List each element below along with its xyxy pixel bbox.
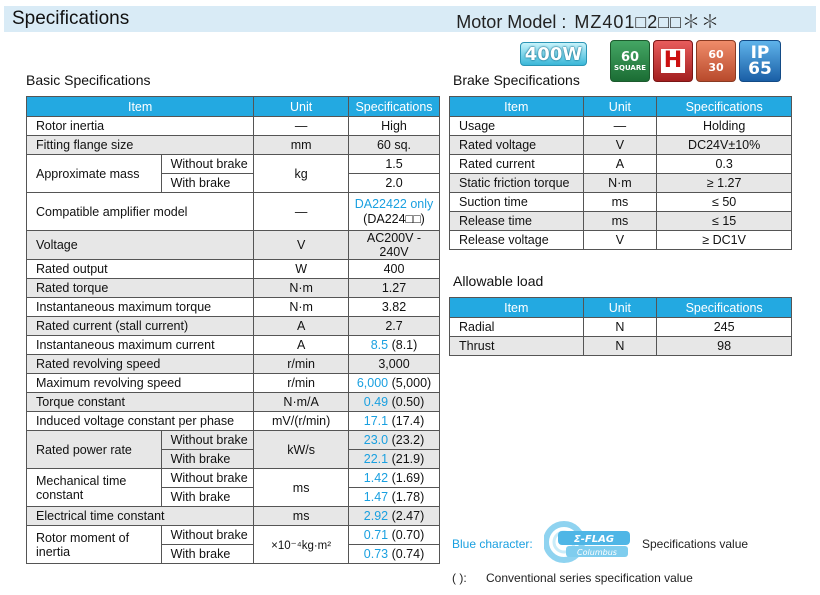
row-value: 2.7 [349, 317, 440, 336]
value-conventional: (5,000) [391, 376, 432, 390]
row-item: Suction time [450, 193, 584, 212]
row-unit: r/min [254, 355, 349, 374]
value-blue: 1.47 [363, 490, 389, 504]
row-value: ≤ 50 [657, 193, 792, 212]
legend [452, 521, 812, 591]
row-item: Thrust [450, 337, 584, 356]
row-value [349, 526, 440, 545]
row-unit: A [254, 317, 349, 336]
motor-model-label: Motor Model : [456, 12, 567, 32]
row-unit: — [254, 193, 349, 231]
row-value [349, 193, 440, 231]
row-value: 1.27 [349, 279, 440, 298]
table-row [27, 279, 440, 298]
row-unit: r/min [254, 374, 349, 393]
table-row [27, 231, 440, 260]
brake-spec-title: Brake Specifications [453, 72, 580, 88]
value-conventional: (1.78) [391, 490, 425, 504]
ip-badge-bottom: 65 [748, 59, 772, 79]
row-unit: kW/s [254, 431, 349, 469]
row-value: 98 [657, 337, 792, 356]
table-row [450, 337, 792, 356]
row-item: Rated current (stall current) [27, 317, 254, 336]
row-subitem: Without brake [161, 526, 254, 545]
table-row [27, 355, 440, 374]
row-unit: ms [254, 469, 349, 507]
speed-badge-bottom: 30 [708, 61, 724, 74]
row-item: Usage [450, 117, 584, 136]
table-row [27, 393, 440, 412]
value-blue: 6,000 [356, 376, 389, 390]
row-value: 3,000 [349, 355, 440, 374]
row-subitem: With brake [161, 488, 254, 507]
load-header-spec: Specifications [657, 298, 792, 318]
table-row [27, 155, 440, 174]
motor-model [456, 8, 720, 34]
row-item: Rated power rate [27, 431, 162, 469]
flange-badge [610, 40, 650, 82]
table-row [450, 155, 792, 174]
row-value [349, 469, 440, 488]
power-badge: 400W [520, 42, 587, 66]
basic-header-item: Item [27, 97, 254, 117]
row-value [349, 507, 440, 526]
row-value [349, 393, 440, 412]
row-unit: ×10⁻⁴kg·m² [254, 526, 349, 564]
legend-blue-label: Blue character: [452, 537, 533, 551]
row-value: 2.0 [349, 174, 440, 193]
row-subitem: With brake [161, 545, 254, 564]
row-unit: N [583, 337, 657, 356]
motor-model-value: MZ401□2□□＊＊ [574, 12, 720, 32]
value-blue: 2.92 [363, 509, 389, 523]
row-item: Rated current [450, 155, 584, 174]
row-item: Radial [450, 318, 584, 337]
row-item: Rated output [27, 260, 254, 279]
row-value: 60 sq. [349, 136, 440, 155]
value-conventional: (8.1) [391, 338, 418, 352]
row-item: Rotor moment of inertia [27, 526, 162, 564]
row-subitem: With brake [161, 450, 254, 469]
row-item: Electrical time constant [27, 507, 254, 526]
value-conventional: (2.47) [391, 509, 425, 523]
row-unit: mm [254, 136, 349, 155]
row-item: Rotor inertia [27, 117, 254, 136]
table-row [27, 336, 440, 355]
table-row [450, 117, 792, 136]
legend-conventional: Conventional series specification value [486, 571, 693, 585]
value-conventional: (0.50) [391, 395, 425, 409]
row-item: Voltage [27, 231, 254, 260]
page-header [4, 6, 816, 32]
row-value [349, 336, 440, 355]
row-item: Release time [450, 212, 584, 231]
flange-badge-size: 60 [620, 49, 640, 65]
value-blue: 22.1 [363, 452, 389, 466]
row-unit: — [254, 117, 349, 136]
value-blue: 1.42 [363, 471, 389, 485]
brake-badge [653, 40, 693, 82]
table-row [27, 526, 440, 545]
row-value: AC200V - 240V [349, 231, 440, 260]
amp-model-value: DA22422 only [354, 196, 434, 211]
basic-spec-title: Basic Specifications [26, 72, 151, 88]
value-conventional: (21.9) [391, 452, 425, 466]
row-subitem: Without brake [161, 431, 254, 450]
row-item: Compatible amplifier model [27, 193, 254, 231]
row-subitem: Without brake [161, 155, 254, 174]
row-unit: A [583, 155, 657, 174]
allowable-load-title: Allowable load [453, 273, 544, 289]
logo-text-bottom: Columbus [577, 548, 617, 557]
table-row [27, 136, 440, 155]
row-value [349, 431, 440, 450]
legend-spec-value: Specifications value [642, 537, 749, 551]
value-blue: 0.71 [363, 528, 389, 542]
row-value: ≥ 1.27 [657, 174, 792, 193]
row-unit: V [254, 231, 349, 260]
basic-header-unit: Unit [254, 97, 349, 117]
value-blue: 0.73 [363, 547, 389, 561]
row-value: High [349, 117, 440, 136]
page-title: Specifications [12, 8, 130, 29]
table-row [450, 193, 792, 212]
row-item: Torque constant [27, 393, 254, 412]
row-unit: N·m [583, 174, 657, 193]
basic-spec-table [26, 96, 440, 564]
ip-badge [739, 40, 781, 82]
table-row [27, 298, 440, 317]
row-unit: ms [583, 212, 657, 231]
table-row [450, 231, 792, 250]
speed-badge [696, 40, 736, 82]
value-conventional: (1.69) [391, 471, 425, 485]
row-value: DC24V±10% [657, 136, 792, 155]
row-unit: N·m [254, 279, 349, 298]
brake-spec-table [449, 96, 792, 250]
sigma-flag-logo [544, 521, 632, 563]
load-header-item: Item [450, 298, 584, 318]
row-value: 1.5 [349, 155, 440, 174]
brake-header-spec: Specifications [657, 97, 792, 117]
row-value [349, 450, 440, 469]
row-item: Rated revolving speed [27, 355, 254, 374]
row-unit: — [583, 117, 657, 136]
row-unit: ms [254, 507, 349, 526]
value-conventional: (17.4) [391, 414, 425, 428]
row-item: Maximum revolving speed [27, 374, 254, 393]
row-unit: N·m/A [254, 393, 349, 412]
value-blue: 8.5 [370, 338, 389, 352]
row-unit: N [583, 318, 657, 337]
value-conventional: (0.74) [391, 547, 425, 561]
row-subitem: Without brake [161, 469, 254, 488]
row-item: Instantaneous maximum torque [27, 298, 254, 317]
table-row [27, 193, 440, 231]
logo-text-top: Σ-FLAG [573, 534, 615, 545]
table-row [450, 136, 792, 155]
row-item: Release voltage [450, 231, 584, 250]
table-row [450, 318, 792, 337]
table-row [27, 412, 440, 431]
row-item: Fitting flange size [27, 136, 254, 155]
row-unit: V [583, 231, 657, 250]
table-row [27, 507, 440, 526]
table-row [450, 212, 792, 231]
speed-badge-top: 60 [708, 48, 724, 61]
row-unit: V [583, 136, 657, 155]
row-unit: A [254, 336, 349, 355]
value-conventional: (23.2) [391, 433, 425, 447]
row-value: 3.82 [349, 298, 440, 317]
row-value [349, 374, 440, 393]
legend-paren: ( ): [452, 571, 467, 585]
table-row [27, 469, 440, 488]
table-row [27, 431, 440, 450]
allowable-load-table [449, 297, 792, 356]
row-item: Instantaneous maximum current [27, 336, 254, 355]
row-value: 245 [657, 318, 792, 337]
row-item: Rated voltage [450, 136, 584, 155]
amp-model-conventional: (DA224□□) [363, 211, 425, 226]
table-row [27, 317, 440, 336]
ip-badge-top: IP [750, 43, 770, 63]
row-unit: ms [583, 193, 657, 212]
row-item: Rated torque [27, 279, 254, 298]
basic-header-spec: Specifications [349, 97, 440, 117]
flange-badge-sub: SQUARE [613, 63, 647, 72]
table-row [450, 174, 792, 193]
row-unit: mV/(r/min) [254, 412, 349, 431]
row-value: ≤ 15 [657, 212, 792, 231]
row-item: Static friction torque [450, 174, 584, 193]
table-row [27, 260, 440, 279]
row-unit: kg [254, 155, 349, 193]
row-value [349, 412, 440, 431]
row-subitem: With brake [161, 174, 254, 193]
brake-header-unit: Unit [583, 97, 657, 117]
row-unit: W [254, 260, 349, 279]
brake-badge-letter: H [661, 49, 685, 73]
row-value [349, 545, 440, 564]
value-blue: 23.0 [363, 433, 389, 447]
row-value: 400 [349, 260, 440, 279]
table-row [27, 374, 440, 393]
row-item: Induced voltage constant per phase [27, 412, 254, 431]
row-unit: N·m [254, 298, 349, 317]
brake-header-item: Item [450, 97, 584, 117]
row-item: Approximate mass [27, 155, 162, 193]
row-value: ≥ DC1V [657, 231, 792, 250]
load-header-unit: Unit [583, 298, 657, 318]
row-value: Holding [657, 117, 792, 136]
row-value [349, 488, 440, 507]
value-conventional: (0.70) [391, 528, 425, 542]
table-row [27, 117, 440, 136]
row-item: Mechanical time constant [27, 469, 162, 507]
value-blue: 0.49 [363, 395, 389, 409]
row-value: 0.3 [657, 155, 792, 174]
value-blue: 17.1 [363, 414, 389, 428]
